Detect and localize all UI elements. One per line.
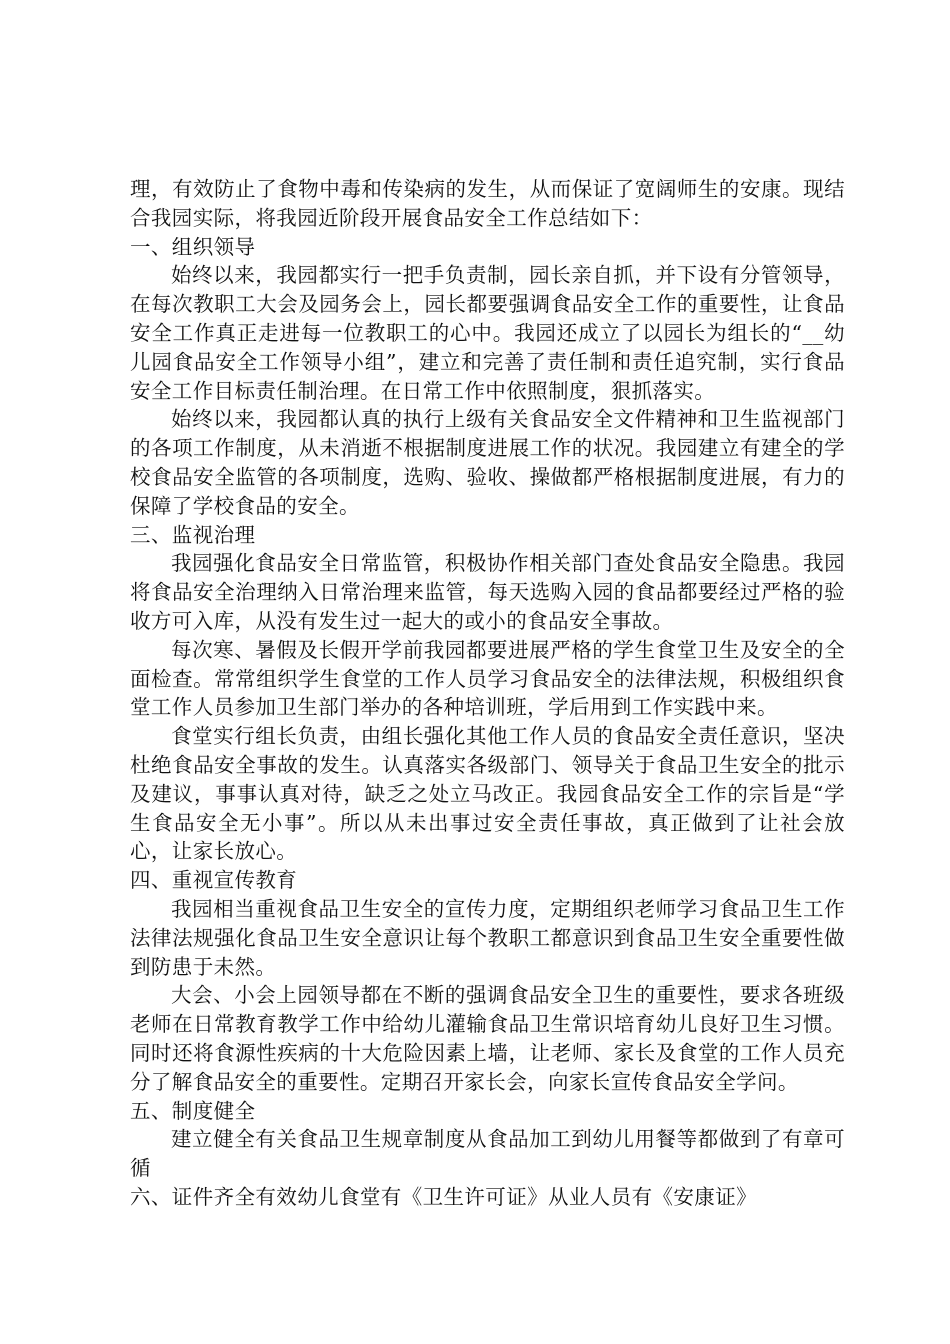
intro-paragraph: 理，有效防止了食物中毒和传染病的发生，从而保证了宽阔师生的安康。现结合我园实际，将我园近阶段开展食品安全工作总结如下： — [130, 177, 845, 230]
body-paragraph: 食堂实行组长负责，由组长强化其他工作人员的食品安全责任意识，坚决杜绝食品安全事故的发生。认真落实各级部门、领导关于食品卫生安全的批示及建议，事事认真对待，缺乏之处立马改正。我园食品安全工作的宗旨是“学生食品安全无小事”。所以从未出事过安全责任事故，真正做到了让社会放心，让家长放心。 — [130, 724, 845, 864]
section-heading-organization: 一、组织领导 — [130, 234, 256, 259]
section-heading-supervision: 三、监视治理 — [130, 522, 256, 547]
body-paragraph: 每次寒、暑假及长假开学前我园都要进展严格的学生食堂卫生及安全的全面检查。常常组织学生食堂的工作人员学习食品安全的法律法规，积极组织食堂工作人员参加卫生部门举办的各种培训班，学后用到工作实践中来。 — [130, 637, 845, 720]
body-paragraph: 我园相当重视食品卫生安全的宣传力度，定期组织老师学习食品卫生工作法律法规强化食品卫生安全意识让每个教职工都意识到食品卫生安全重要性做到防患于未然。 — [130, 896, 845, 979]
section-heading-publicity: 四、重视宣传教育 — [130, 868, 298, 893]
body-paragraph: 大会、小会上园领导都在不断的强调食品安全卫生的重要性，要求各班级老师在日常教育教学工作中给幼儿灌输食品卫生常识培育幼儿良好卫生习惯。同时还将食源性疾病的十大危险因素上墙，让老师、家长及食堂的工作人员充分了解食品安全的重要性。定期召开家长会，向家长宣传食品安全学问。 — [130, 983, 845, 1094]
section-heading-certificates: 六、证件齐全有效幼儿食堂有《卫生许可证》从业人员有《安康证》 — [130, 1184, 757, 1209]
body-paragraph: 始终以来，我园都实行一把手负责制，园长亲自抓，并下设有分管领导，在每次教职工大会及园务会上，园长都要强调食品安全工作的重要性，让食品安全工作真正走进每一位教职工的心中。我园还成立了以园长为组长的“__幼儿园食品安全工作领导小组”，建立和完善了责任制和责任追究制，实行食品安全工作目标责任制治理。在日常工作中依照制度，狠抓落实。 — [130, 263, 845, 403]
body-paragraph: 我园强化食品安全日常监管，积极协作相关部门查处食品安全隐患。我园将食品安全治理纳入日常治理来监管，每天选购入园的食品都要经过严格的验收方可入库，从没有发生过一起大的或小的食品安全事故。 — [130, 551, 845, 633]
document-body — [130, 175, 845, 1212]
body-paragraph: 建立健全有关食品卫生规章制度从食品加工到幼儿用餐等都做到了有章可循 — [130, 1127, 845, 1181]
section-heading-system: 五、制度健全 — [130, 1098, 256, 1123]
body-paragraph: 始终以来，我园都认真的执行上级有关食品安全文件精神和卫生监视部门的各项工作制度，从未消逝不根据制度进展工作的状况。我园建立有建全的学校食品安全监管的各项制度，选购、验收、操做都严格根据制度进展，有力的保障了学校食品的安全。 — [130, 407, 845, 518]
